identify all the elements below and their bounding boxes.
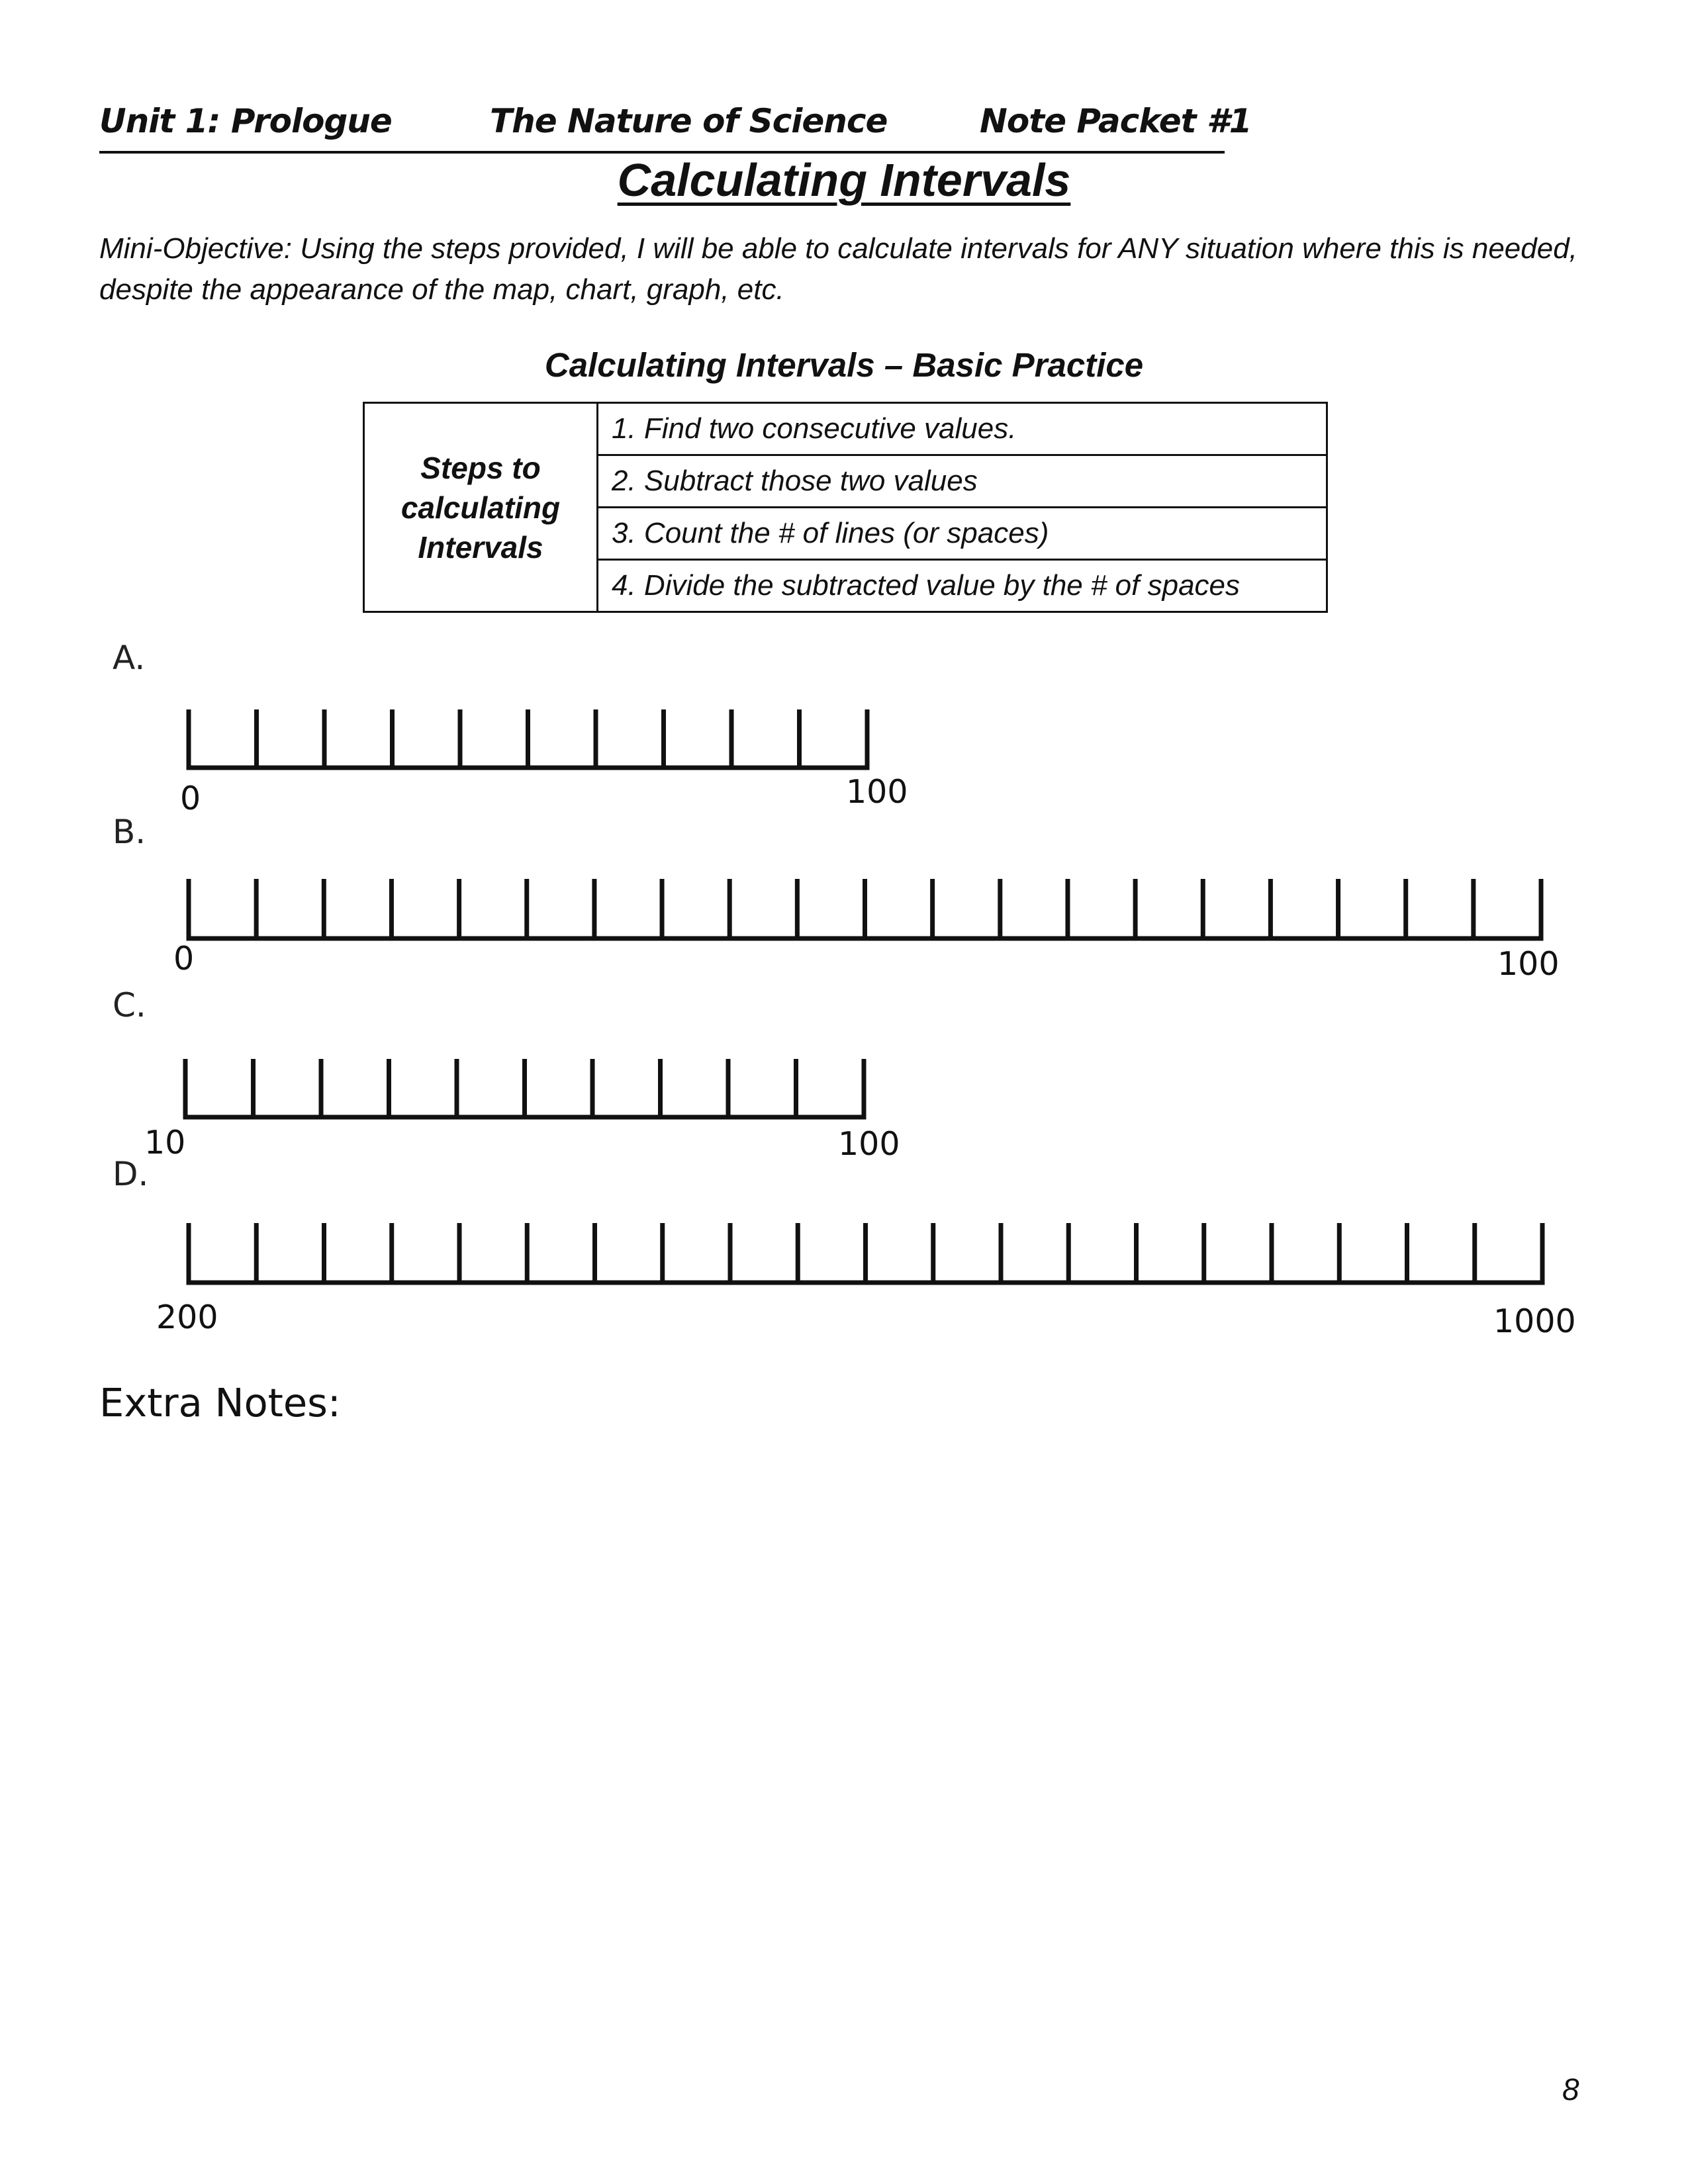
steps-heading-line: Steps to [420, 450, 541, 485]
scale-c-start: 10 [144, 1124, 186, 1161]
scale-b-label: B. [113, 813, 146, 851]
step-1: 1. Find two consecutive values. [598, 403, 1327, 455]
scale-c-end: 100 [838, 1125, 900, 1163]
page-number: 8 [1562, 2072, 1579, 2107]
scale-b-start: 0 [173, 940, 195, 978]
header-packet: Note Packet #1 [980, 102, 1252, 140]
practice-title: Calculating Intervals – Basic Practice [544, 346, 1144, 384]
scale-d-label: D. [113, 1155, 149, 1193]
step-4: 4. Divide the subtracted value by the # of spaces [598, 560, 1327, 612]
scale-d-start: 200 [156, 1298, 218, 1336]
header-unit: Unit 1: Prologue [99, 102, 392, 140]
step-3: 3. Count the # of lines (or spaces) [598, 508, 1327, 560]
header-topic: The Nature of Science [490, 102, 888, 140]
steps-heading-line: Intervals [418, 529, 543, 565]
scale-c-label: C. [113, 986, 146, 1024]
extra-notes-label: Extra Notes: [99, 1380, 341, 1426]
steps-heading-line: calculating [400, 490, 561, 525]
step-2: 2. Subtract those two values [598, 455, 1327, 508]
scale-b-end: 100 [1497, 945, 1560, 983]
scale-d-end: 1000 [1493, 1302, 1576, 1340]
mini-objective: Mini-Objective: Using the steps provided, I will be able to calculate intervals for ANY situation where this is needed, despite the appearance of the map, chart, graph, etc. [99, 232, 1577, 306]
scale-a-start: 0 [180, 780, 201, 817]
scale-a-end: 100 [846, 773, 908, 811]
page-title: Calculating Intervals [617, 154, 1071, 206]
scale-a-label: A. [113, 639, 146, 677]
